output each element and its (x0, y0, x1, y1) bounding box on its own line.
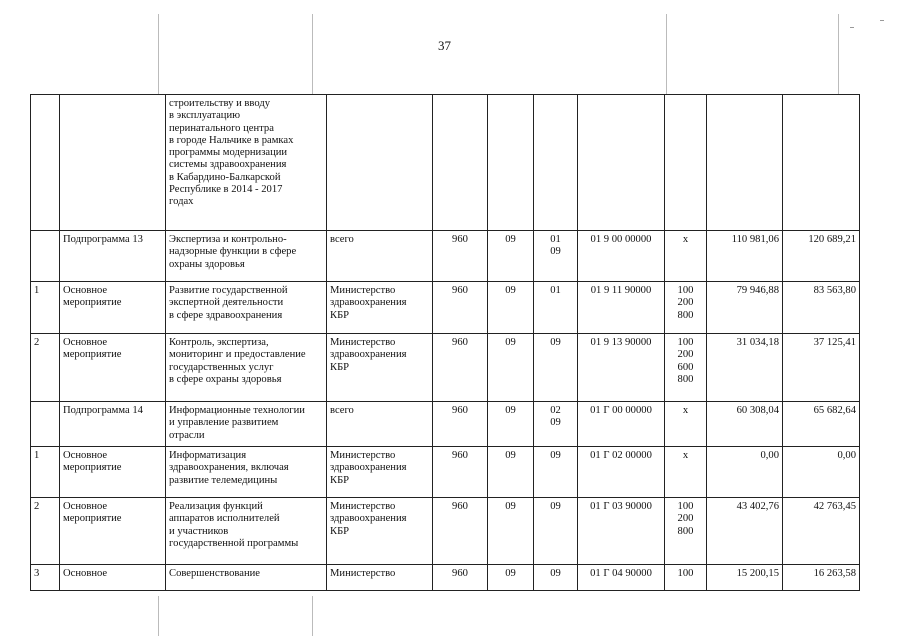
cell-amount-year1: 15 200,15 (707, 565, 783, 591)
cell-csr-code: 01 9 00 00000 (578, 231, 665, 282)
cell-grbs-code: 960 (433, 498, 488, 565)
cell-amount-year2: 65 682,64 (783, 402, 860, 447)
cell-status: Подпрограмма 14 (60, 402, 166, 447)
cell-pr-code: 02 09 (534, 402, 578, 447)
cell-executor: Министерство здравоохранения КБР (327, 498, 433, 565)
cell-amount-year2: 42 763,45 (783, 498, 860, 565)
cell-csr-code: 01 9 13 90000 (578, 334, 665, 402)
scan-artifact-line (158, 14, 159, 94)
cell-pr-code (534, 95, 578, 231)
cell-amount-year1 (707, 95, 783, 231)
cell-row-number (31, 95, 60, 231)
cell-executor: Министерство здравоохранения КБР (327, 447, 433, 498)
cell-vr-code: 100 200 800 (665, 282, 707, 334)
cell-vr-code: х (665, 402, 707, 447)
cell-amount-year1: 79 946,88 (707, 282, 783, 334)
cell-executor: Министерство здравоохранения КБР (327, 282, 433, 334)
cell-amount-year2: 37 125,41 (783, 334, 860, 402)
cell-amount-year2: 83 563,80 (783, 282, 860, 334)
table-row (31, 95, 860, 231)
page-number: 37 (438, 38, 451, 53)
cell-rz-code: 09 (488, 231, 534, 282)
cell-amount-year1: 0,00 (707, 447, 783, 498)
cell-pr-code: 01 (534, 282, 578, 334)
cell-pr-code: 09 (534, 334, 578, 402)
cell-amount-year2: 120 689,21 (783, 231, 860, 282)
cell-program-name: Экспертиза и контрольно- надзорные функции в сфере охраны здоровья (166, 231, 327, 282)
cell-row-number: 2 (31, 498, 60, 565)
cell-csr-code: 01 Г 02 00000 (578, 447, 665, 498)
cell-csr-code (578, 95, 665, 231)
cell-rz-code: 09 (488, 334, 534, 402)
cell-program-name: Развитие государственной экспертной деятельности в сфере здравоохранения (166, 282, 327, 334)
scan-artifact-line (666, 14, 667, 94)
cell-executor: всего (327, 231, 433, 282)
cell-vr-code: 100 200 600 800 (665, 334, 707, 402)
cell-csr-code: 01 Г 04 90000 (578, 565, 665, 591)
cell-csr-code: 01 Г 03 90000 (578, 498, 665, 565)
budget-table-container (30, 94, 860, 591)
scan-artifact-mark (850, 27, 854, 28)
table-row (31, 231, 860, 282)
cell-amount-year1: 110 981,06 (707, 231, 783, 282)
cell-executor (327, 95, 433, 231)
cell-pr-code: 09 (534, 498, 578, 565)
table-row (31, 498, 860, 565)
cell-csr-code: 01 9 11 90000 (578, 282, 665, 334)
cell-grbs-code: 960 (433, 231, 488, 282)
cell-vr-code (665, 95, 707, 231)
cell-grbs-code: 960 (433, 402, 488, 447)
table-row (31, 282, 860, 334)
cell-vr-code: х (665, 231, 707, 282)
cell-pr-code: 01 09 (534, 231, 578, 282)
cell-grbs-code: 960 (433, 282, 488, 334)
cell-rz-code: 09 (488, 402, 534, 447)
cell-program-name: Информатизация здравоохранения, включая развитие телемедицины (166, 447, 327, 498)
cell-csr-code: 01 Г 00 00000 (578, 402, 665, 447)
cell-rz-code (488, 95, 534, 231)
cell-amount-year2: 0,00 (783, 447, 860, 498)
cell-amount-year1: 43 402,76 (707, 498, 783, 565)
cell-program-name: Совершенствование (166, 565, 327, 591)
cell-amount-year1: 31 034,18 (707, 334, 783, 402)
cell-grbs-code: 960 (433, 565, 488, 591)
cell-rz-code: 09 (488, 498, 534, 565)
cell-row-number: 1 (31, 282, 60, 334)
cell-program-name: Реализация функций аппаратов исполнителей и участников государственной программы (166, 498, 327, 565)
table-row (31, 402, 860, 447)
cell-row-number: 1 (31, 447, 60, 498)
cell-vr-code: 100 (665, 565, 707, 591)
cell-rz-code: 09 (488, 565, 534, 591)
cell-row-number (31, 231, 60, 282)
cell-executor: Министерство (327, 565, 433, 591)
scan-artifact-line (158, 596, 159, 636)
cell-program-name: строительству и вводу в эксплуатацию перинатального центра в городе Нальчике в рамках программы модернизации системы здравоохранения в Кабардино-Балкарской Республике в 2014 - 2017 годах (166, 95, 327, 231)
budget-table (30, 94, 860, 591)
table-row (31, 565, 860, 591)
cell-status: Основное мероприятие (60, 498, 166, 565)
cell-amount-year1: 60 308,04 (707, 402, 783, 447)
table-body (31, 95, 860, 591)
cell-vr-code: 100 200 800 (665, 498, 707, 565)
cell-grbs-code: 960 (433, 334, 488, 402)
cell-status: Основное мероприятие (60, 282, 166, 334)
cell-rz-code: 09 (488, 282, 534, 334)
scan-artifact-mark (880, 20, 884, 21)
cell-vr-code: х (665, 447, 707, 498)
cell-pr-code: 09 (534, 447, 578, 498)
cell-program-name: Контроль, экспертиза, мониторинг и предоставление государственных услуг в сфере охраны здоровья (166, 334, 327, 402)
cell-grbs-code (433, 95, 488, 231)
cell-status: Основное мероприятие (60, 447, 166, 498)
cell-row-number: 3 (31, 565, 60, 591)
cell-executor: всего (327, 402, 433, 447)
cell-status: Основное (60, 565, 166, 591)
cell-status (60, 95, 166, 231)
table-row (31, 447, 860, 498)
cell-row-number: 2 (31, 334, 60, 402)
cell-program-name: Информационные технологии и управление развитием отрасли (166, 402, 327, 447)
cell-amount-year2: 16 263,58 (783, 565, 860, 591)
cell-pr-code: 09 (534, 565, 578, 591)
scan-artifact-line (312, 596, 313, 636)
cell-row-number (31, 402, 60, 447)
cell-rz-code: 09 (488, 447, 534, 498)
cell-status: Подпрограмма 13 (60, 231, 166, 282)
cell-executor: Министерство здравоохранения КБР (327, 334, 433, 402)
cell-grbs-code: 960 (433, 447, 488, 498)
scan-artifact-line (838, 14, 839, 94)
cell-amount-year2 (783, 95, 860, 231)
table-row (31, 334, 860, 402)
cell-status: Основное мероприятие (60, 334, 166, 402)
scan-artifact-line (312, 14, 313, 94)
